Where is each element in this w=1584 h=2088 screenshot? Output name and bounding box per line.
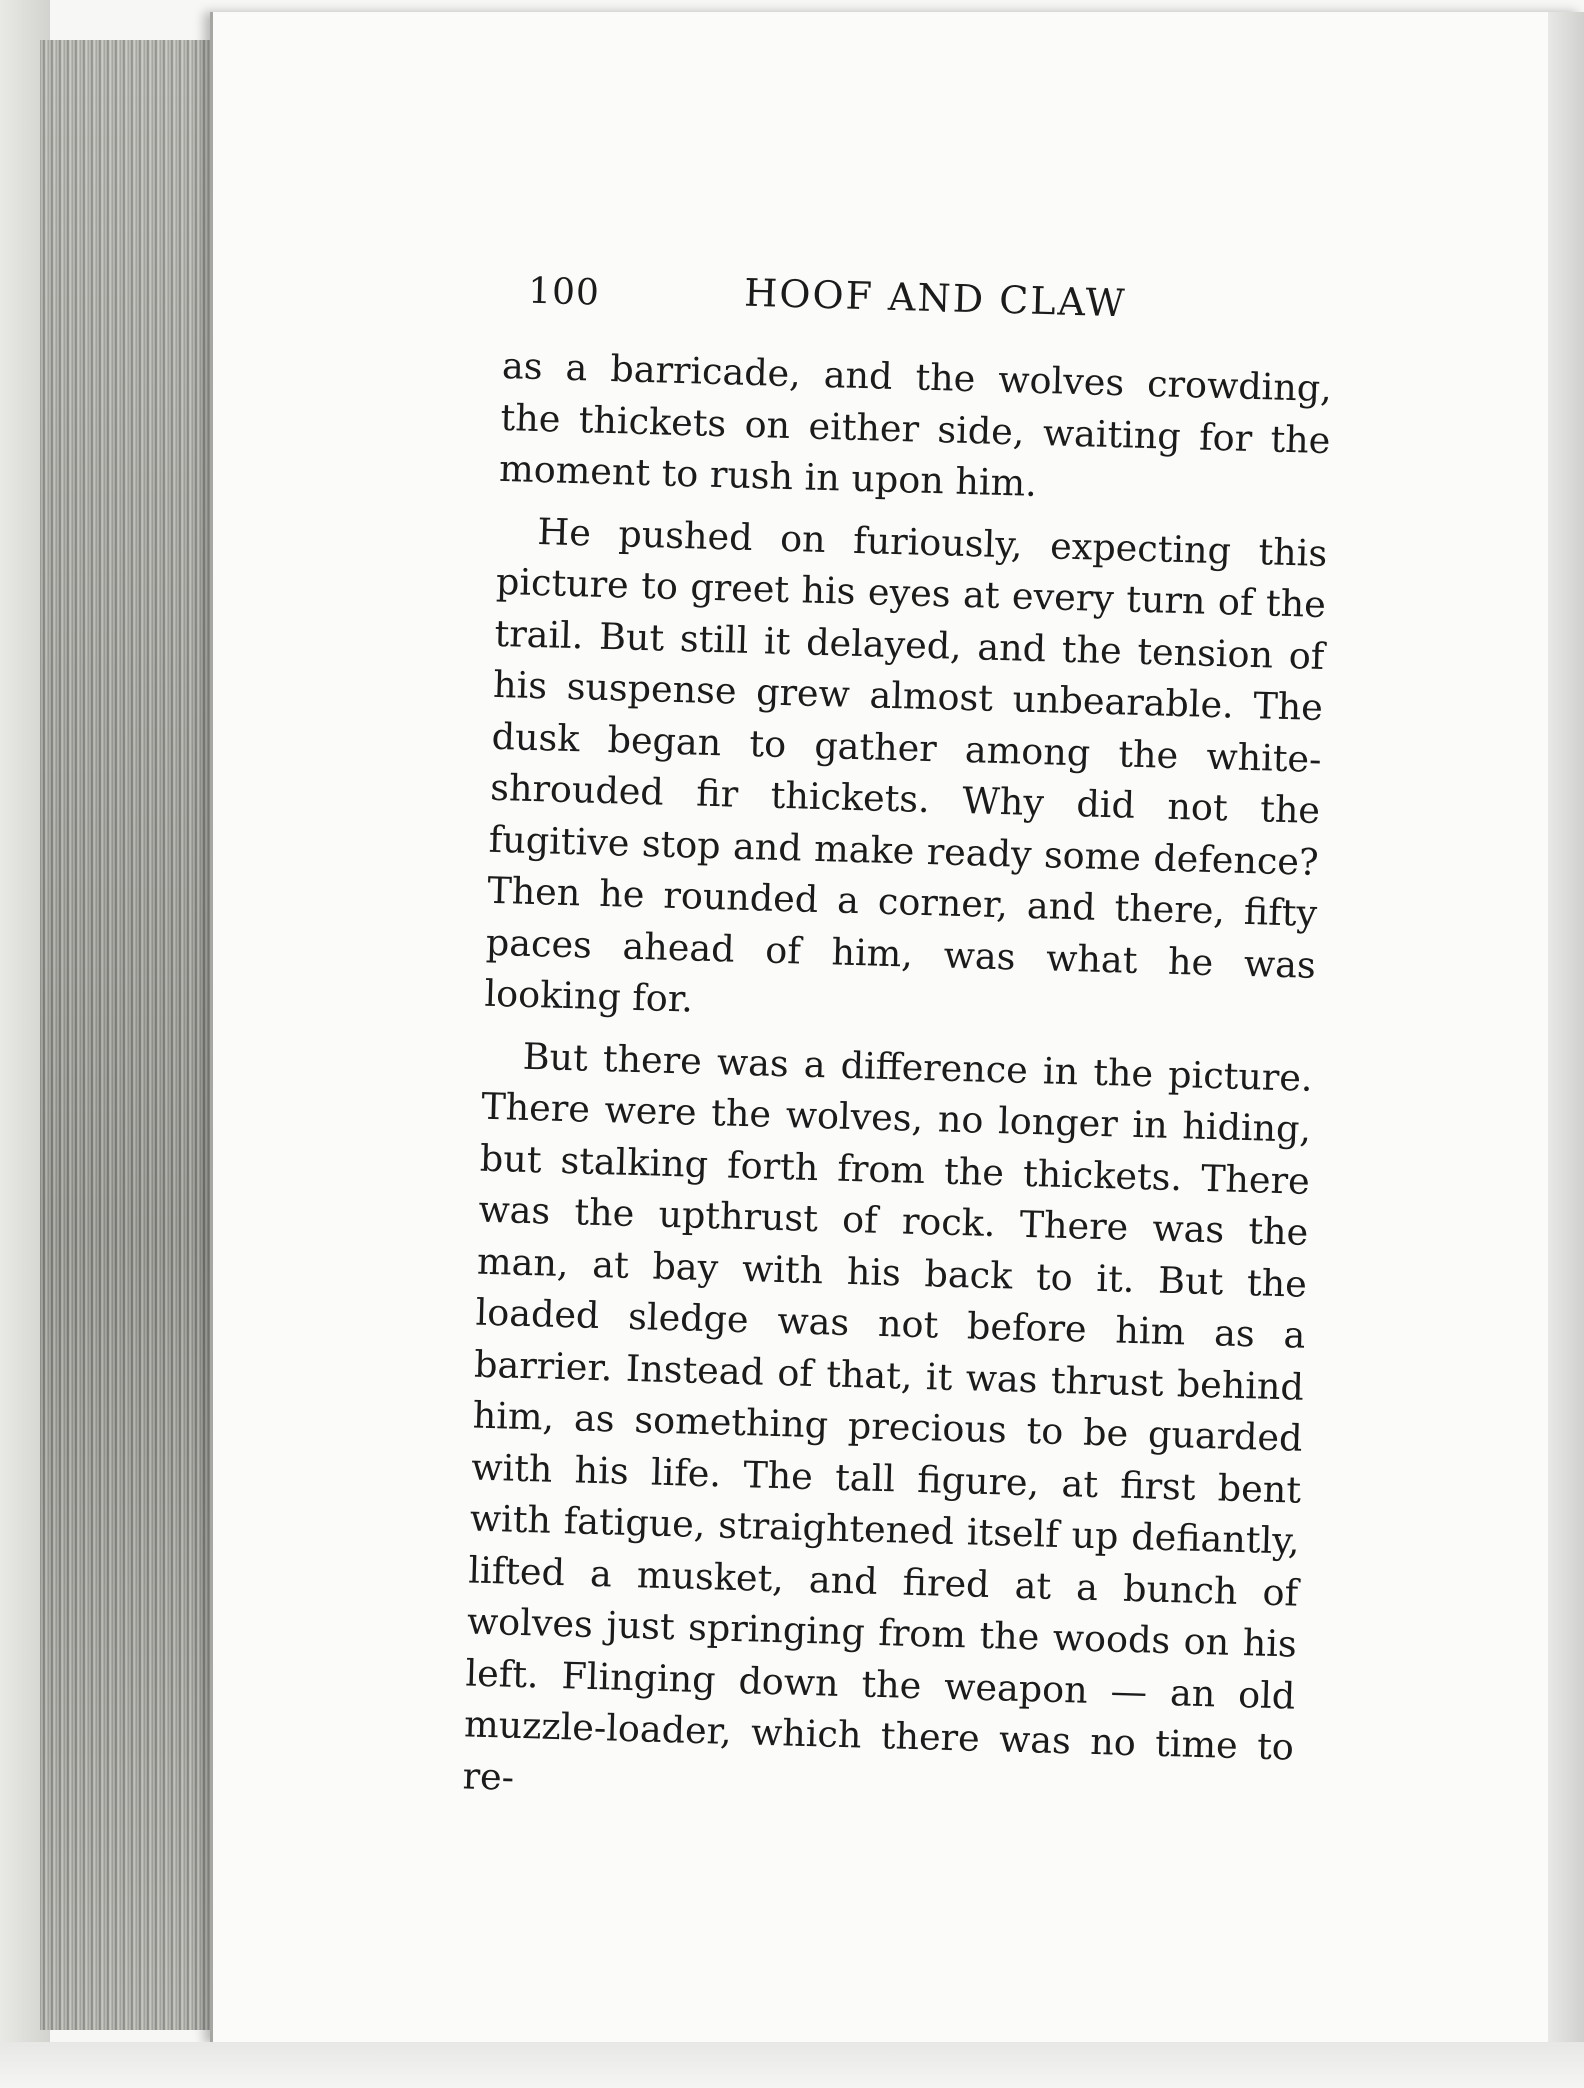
page-text [462, 262, 1335, 1831]
paragraph-2: He pushed on furiously, expecting this picture to greet his eyes at every turn of the trail. But still it delayed, and the tension of his suspense grew almost unbearable. The dusk began to gather among the white-shrouded fir thickets. Why did not the fugitive stop and make ready some defence? Then he rounded a corner, and there, fifty paces ahead of him, was what he was looking for. [483, 509, 1328, 1021]
paragraph-1: as a barricade, and the wolves crowding, the thickets on either side, waiting for the moment to rush in upon him. [498, 343, 1333, 505]
page-edges [40, 40, 220, 2030]
page-right-edge [1548, 12, 1584, 2042]
page-number: 100 [527, 270, 601, 314]
paragraph-3: But there was a difference in the picture. There were the wolves, no longer in hiding, but stalking forth from the thickets. There was the upthrust of rock. There was the man, at bay with his back to it. But the loaded sledge was not before him as a barrier. Instead of that, it was thrust behind him, as something precious to be guarded with his life. The tall figure, at first bent with fatigue, straightened itself up defiantly, lifted a musket, and fired at a bunch of wolves just springing from the woods on his left. Flinging down the weapon — an old muzzle-loader, which there was no time to re- [462, 1034, 1314, 1799]
scan-bottom-edge [0, 2042, 1584, 2088]
running-title: HOOF AND CLAW [743, 270, 1128, 326]
